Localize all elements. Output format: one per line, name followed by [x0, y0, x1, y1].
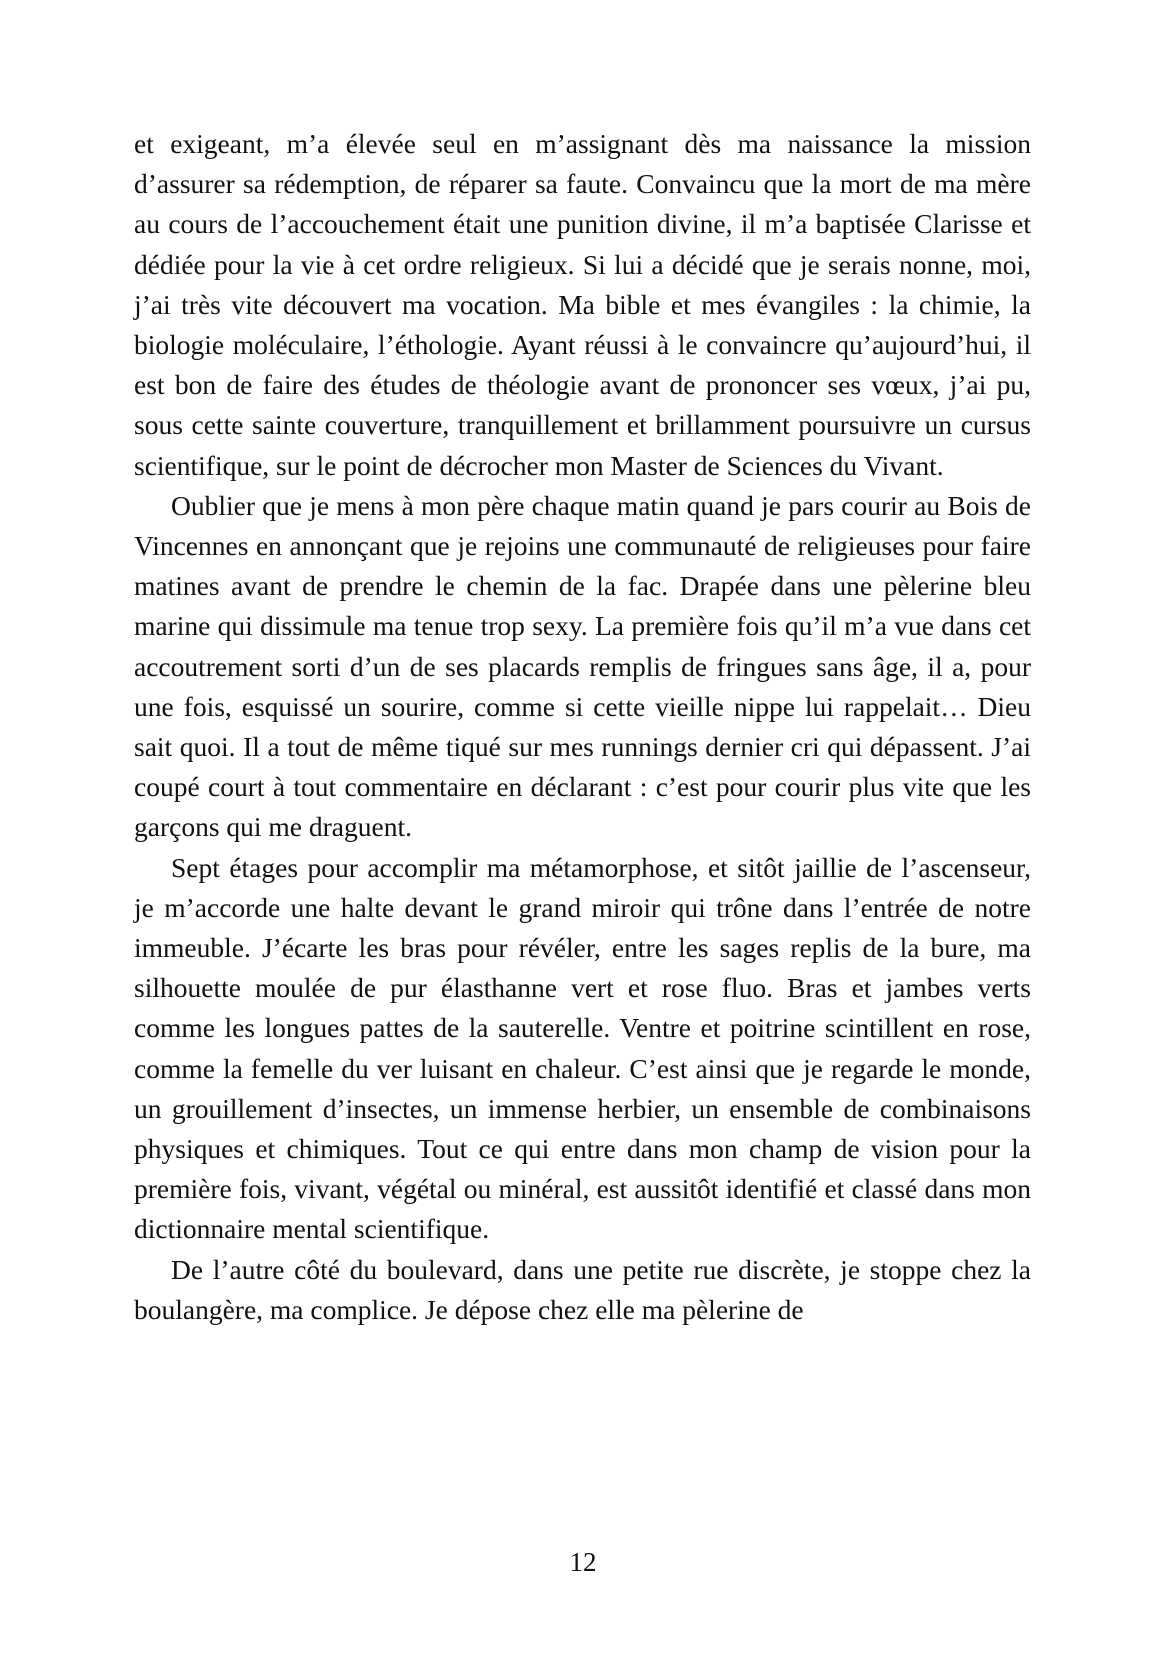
page-number: 12 [569, 1547, 597, 1577]
paragraph: De l’autre côté du boulevard, dans une petite rue discrète, je stoppe chez la boulangère, ma complice. Je dépose chez elle ma pèlerine de [134, 1253, 1031, 1325]
body-text [134, 124, 1031, 1330]
paragraph: Oublier que je mens à mon père chaque matin quand je pars courir au Bois de Vincennes en annonçant que je rejoins une communauté de religieuses pour faire matines avant de prendre le chemin de la fac. Drapée dans une pèlerine bleu marine qui dissimule ma tenue trop sexy. La première fois qu’il m’a vue dans cet accoutrement sorti d’un de ses placards remplis de fringues sans âge, il a, pour une fois, esquissé un sourire, comme si cette vieille nippe lui rappelait… Dieu sait quoi. Il a tout de même tiqué sur mes runnings dernier cri qui dépassent. J’ai coupé court à tout commentaire en déclarant : c’est pour courir plus vite que les garçons qui me draguent. [134, 489, 1031, 843]
paragraph-continuation: et exigeant, m’a élevée seul en m’assignant dès ma naissance la mission d’assurer sa rédemption, de réparer sa faute. Convaincu que la mort de ma mère au cours de l’accouchement était une punition divine, il m’a baptisée Clarisse et dédiée pour la vie à cet ordre religieux. Si lui a décidé que je serais nonne, moi, j’ai très vite découvert ma vocation. Ma bible et mes évangiles : la chimie, la biologie moléculaire, l’éthologie. Ayant réussi à le convaincre qu’aujourd’hui, il est bon de faire des études de théologie avant de prononcer ses vœux, j’ai pu, sous cette sainte couverture, tranquillement et brillamment poursuivre un cursus scientifique, sur le point de décrocher mon Master de Sciences du Vivant. [134, 128, 1031, 481]
paragraph: Sept étages pour accomplir ma métamorphose, et sitôt jaillie de l’ascenseur, je m’accorde une halte devant le grand miroir qui trône dans l’entrée de notre immeuble. J’écarte les bras pour révéler, entre les sages replis de la bure, ma silhouette moulée de pur élasthanne vert et rose fluo. Bras et jambes verts comme les longues pattes de la sauterelle. Ventre et poitrine scintillent en rose, comme la femelle du ver luisant en chaleur. C’est ainsi que je regarde le monde, un grouillement d’insectes, un immense herbier, un ensemble de combinaisons physiques et chimiques. Tout ce qui entre dans mon champ de vision pour la première fois, vivant, végétal ou minéral, est aussitôt identifié et classé dans mon dictionnaire mental scientifique. [134, 851, 1031, 1245]
